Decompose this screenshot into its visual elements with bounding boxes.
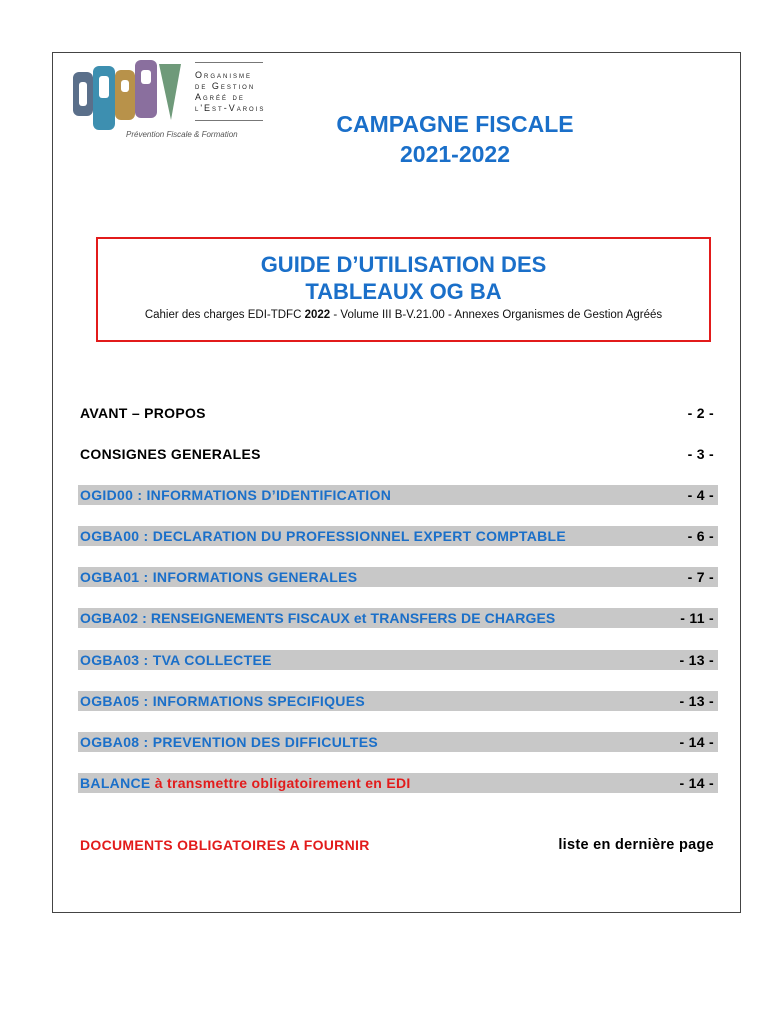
- guide-title: GUIDE D’UTILISATION DES TABLEAUX OG BA: [260, 252, 547, 304]
- toc-row-ogba03[interactable]: OGBA03 : TVA COLLECTEE - 13 -: [78, 650, 718, 670]
- toc-row-documents[interactable]: DOCUMENTS OBLIGATOIRES A FOURNIR liste en dernière page: [80, 837, 714, 853]
- toc-row-consignes[interactable]: CONSIGNES GENERALES - 3 -: [80, 446, 714, 462]
- toc-row-ogba08[interactable]: OGBA08 : PREVENTION DES DIFFICULTES - 14 -: [78, 732, 718, 752]
- toc-row-ogba01[interactable]: OGBA01 : INFORMATIONS GENERALES - 7 -: [78, 567, 718, 587]
- balance-label: BALANCE: [80, 775, 151, 791]
- campaign-title: [320, 109, 590, 169]
- logo-tagline: Prévention Fiscale & Formation: [126, 130, 238, 139]
- balance-note: à transmettre obligatoirement en EDI: [150, 775, 411, 791]
- logo-org-name: Organisme de Gestion Agréé de l'Est-Varois: [195, 70, 266, 113]
- toc-row-ogba02[interactable]: OGBA02 : RENSEIGNEMENTS FISCAUX et TRANSFERS DE CHARGES - 11 -: [78, 608, 718, 628]
- toc-row-avant-propos[interactable]: AVANT – PROPOS - 2 -: [80, 405, 714, 421]
- toc-row-ogba00[interactable]: OGBA00 : DECLARATION DU PROFESSIONNEL EXPERT COMPTABLE - 6 -: [78, 526, 718, 546]
- campaign-years: 2021-2022: [400, 141, 510, 167]
- toc-row-ogid00[interactable]: OGID00 : INFORMATIONS D’IDENTIFICATION - 4 -: [78, 485, 718, 505]
- ogaev-logo: [71, 58, 266, 148]
- toc-row-ogba05[interactable]: OGBA05 : INFORMATIONS SPECIFIQUES - 13 -: [78, 691, 718, 711]
- logo-letters-graphic: [71, 58, 181, 138]
- guide-title-box: [96, 237, 711, 342]
- logo-rule-top: [195, 62, 263, 63]
- toc-row-balance[interactable]: BALANCE à transmettre obligatoirement en EDI - 14 -: [78, 773, 718, 793]
- campaign-line1: CAMPAGNE FISCALE: [336, 111, 574, 137]
- logo-rule-bottom: [195, 120, 263, 121]
- guide-subtitle: Cahier des charges EDI-TDFC 2022 - Volume III B-V.21.00 - Annexes Organismes de Gestion Agréés: [144, 309, 663, 321]
